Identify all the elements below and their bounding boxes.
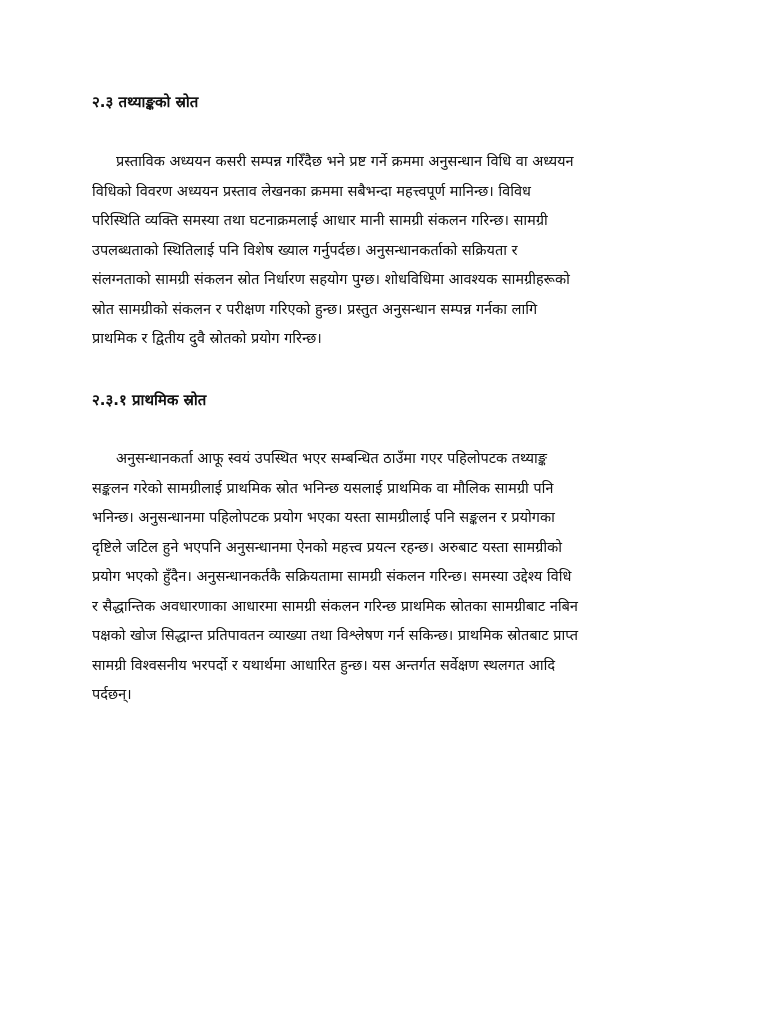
paragraph-line: सामग्री विश्वसनीय भरपर्दो र यथार्थमा आधारित हुन्छ। यस अन्तर्गत सर्वेक्षण स्थलगत आदि (92, 657, 556, 674)
section-heading: २.३ तथ्याङ्कको स्रोत (92, 93, 199, 111)
paragraph-line: भनिन्छ। अनुसन्धानमा पहिलोपटक प्रयोग भएका यस्ता सामग्रीलाई पनि सङ्कलन र प्रयोगका (92, 510, 555, 526)
paragraph-line: र सैद्धान्तिक अवधारणाका आधारमा सामग्री संकलन गरिन्छ प्राथमिक स्रोतका सामग्रीबाट नबिन (92, 598, 578, 615)
paragraph-line: उपलब्धताको स्थितिलाई पनि विशेष ख्याल गर्नुपर्दछ। अनुसन्धानकर्ताको सक्रियता र (92, 242, 518, 259)
paragraph-line: परिस्थिति व्यक्ति समस्या तथा घटनाक्रमलाई आधार मानी सामग्री संकलन गरिन्छ। सामग्री (92, 213, 548, 229)
paragraph-line: पर्दछन्। (92, 687, 132, 703)
paragraph-line: स्रोत सामग्रीको संकलन र परीक्षण गरिएको हुन्छ। प्रस्तुत अनुसन्धान सम्पन्न गर्नका लागि (92, 301, 538, 318)
paragraph-line: विधिको विवरण अध्ययन प्रस्ताव लेखनका क्रममा सबैभन्दा महत्त्वपूर्ण मानिन्छ। विविध (92, 183, 531, 200)
section-paragraph (92, 148, 692, 355)
paragraph-line: दृष्टिले जटिल हुने भएपनि अनुसन्धानमा ऐनको महत्त्व प्रयत्न रहन्छ। अरुबाट यस्ता सामग्रीको (92, 539, 562, 556)
paragraph-line: प्रयोग भएको हुँदैन। अनुसन्धानकर्तकै सक्रियतामा सामग्री संकलन गरिन्छ। समस्या उद्देश्य विधि (92, 569, 572, 585)
paragraph-line: प्राथमिक र द्वितीय दुवै स्रोतको प्रयोग गरिन्छ। (92, 331, 322, 347)
paragraph-line: प्रस्ताविक अध्ययन कसरी सम्पन्न गरिँदैछ भने प्रष्ट गर्ने क्रममा अनुसन्धान विधि वा अध्ययन (116, 154, 574, 170)
paragraph-line: अनुसन्धानकर्ता आफू स्वयं उपस्थित भएर सम्बन्धित ठाउँमा गएर पहिलोपटक तथ्याङ्क (116, 451, 547, 467)
paragraph-line: सङ्कलन गरेको सामग्रीलाई प्राथमिक स्रोत भनिन्छ यसलाई प्राथमिक वा मौलिक सामग्री पनि (92, 480, 554, 497)
subsection-paragraph (92, 445, 692, 711)
paragraph-line: पक्षको खोज सिद्धान्त प्रतिपावतन व्याख्या तथा विश्लेषण गर्न सकिन्छ। प्राथमिक स्रोतबाट प्राप्त (92, 628, 579, 644)
paragraph-line: संलग्नताको सामग्री संकलन स्रोत निर्धारण सहयोग पुग्छ। शोधविधिमा आवश्यक सामग्रीहरूको (92, 272, 570, 288)
subsection-heading: २.३.१ प्राथमिक स्रोत (92, 391, 207, 409)
